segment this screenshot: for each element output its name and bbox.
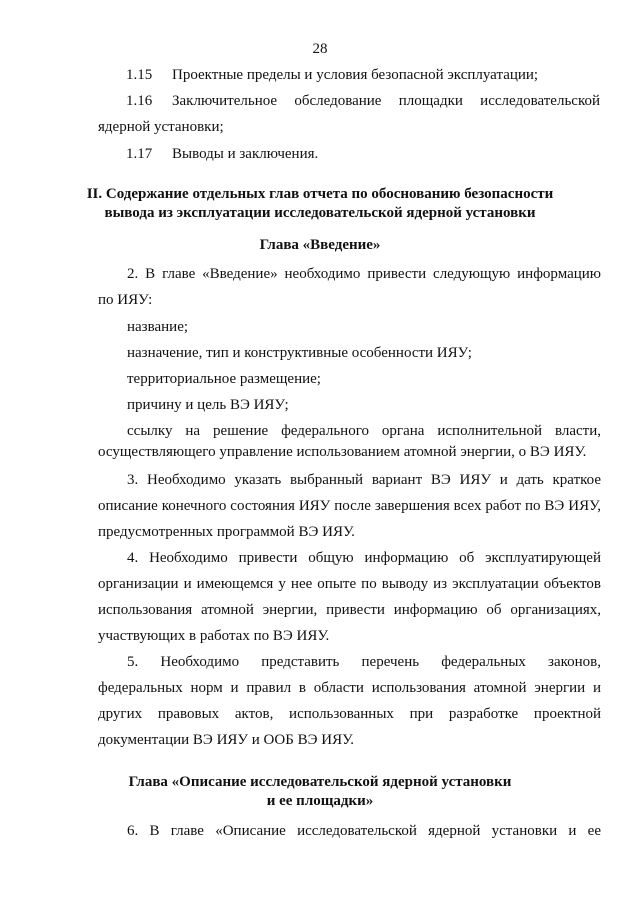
page-number: 28 — [312, 41, 328, 57]
item-text-continued: ядерной установки; — [98, 119, 224, 135]
section-heading: II. Содержание отдельных глав отчета по обоснованию безопасности — [86, 186, 554, 202]
paragraph-line: 4. Необходимо привести общую информацию об эксплуатирующей — [127, 550, 601, 566]
paragraph-line: других правовых актов, использованных при разработке проектной — [98, 706, 601, 722]
item-number: 1.17 — [126, 146, 153, 162]
paragraph-line: 5. Необходимо представить перечень федеральных законов, — [127, 654, 601, 670]
paragraph-line: предусмотренных программой ВЭ ИЯУ. — [98, 524, 355, 540]
list-item: причину и цель ВЭ ИЯУ; — [127, 397, 289, 413]
item-text: Проектные пределы и условия безопасной эксплуатации; — [172, 67, 539, 83]
chapter-heading: и ее площадки» — [266, 793, 374, 809]
paragraph-line: федеральных норм и правил в области использования атомной энергии и — [98, 680, 601, 696]
list-item: название; — [127, 319, 189, 335]
chapter-heading: Глава «Введение» — [259, 237, 381, 253]
list-item: назначение, тип и конструктивные особенности ИЯУ; — [127, 345, 472, 361]
paragraph-line: документации ВЭ ИЯУ и ООБ ВЭ ИЯУ. — [98, 732, 355, 748]
item-number: 1.16 — [126, 93, 153, 109]
paragraph-line: осуществляющего управление использованием атомной энергии, о ВЭ ИЯУ. — [98, 444, 587, 460]
paragraph-line: участвующих в работах по ВЭ ИЯУ. — [98, 628, 330, 644]
section-heading: вывода из эксплуатации исследовательской ядерной установки — [104, 205, 536, 221]
list-item: территориальное размещение; — [127, 371, 321, 387]
paragraph-line: организации и имеющемся у нее опыте по выводу из эксплуатации объектов — [98, 576, 601, 592]
item-number: 1.15 — [126, 67, 153, 83]
paragraph-line: по ИЯУ: — [98, 292, 153, 308]
paragraph-line: использования атомной энергии, привести информацию об организациях, — [98, 602, 601, 618]
item-text: Заключительное обследование площадки исследовательской — [172, 93, 600, 109]
paragraph-line: 2. В главе «Введение» необходимо привести следующую информацию — [127, 266, 601, 282]
paragraph-line: 6. В главе «Описание исследовательской ядерной установки и ее — [127, 823, 601, 839]
paragraph-line: описание конечного состояния ИЯУ после завершения всех работ по ВЭ ИЯУ, — [98, 498, 601, 514]
paragraph-line: ссылку на решение федерального органа исполнительной власти, — [127, 423, 601, 439]
paragraph-line: 3. Необходимо указать выбранный вариант ВЭ ИЯУ и дать краткое — [127, 472, 601, 488]
chapter-heading: Глава «Описание исследовательской ядерной установки — [128, 774, 512, 790]
item-text: Выводы и заключения. — [172, 146, 319, 162]
